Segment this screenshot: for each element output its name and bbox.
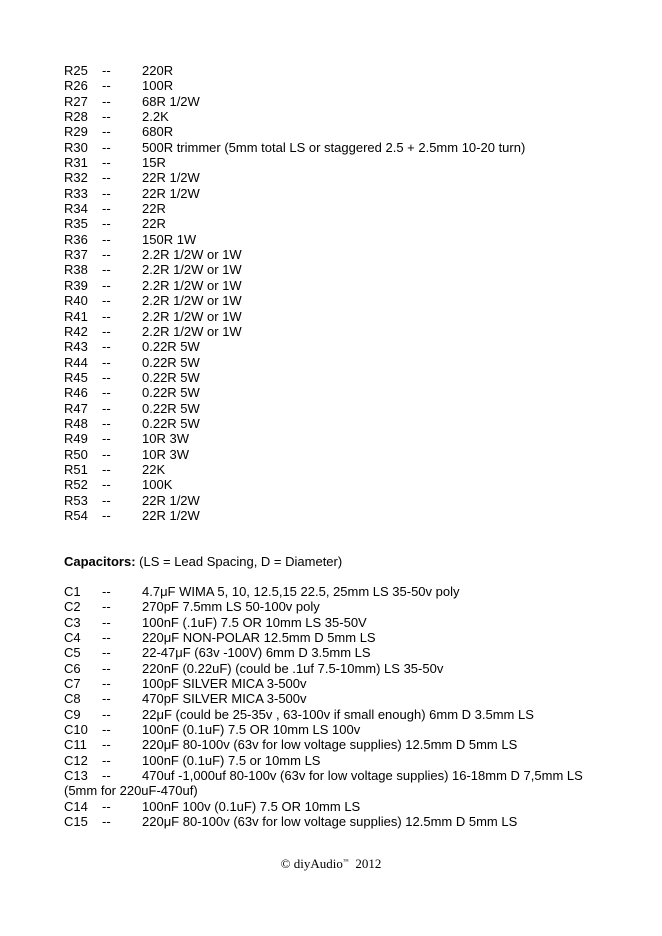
part-value: 100nF (0.1uF) 7.5 OR 10mm LS 100v — [142, 722, 361, 738]
resistor-row — [64, 324, 525, 339]
resistor-row — [64, 262, 525, 277]
part-value: 150R 1W — [142, 231, 197, 247]
resistor-row — [64, 216, 525, 231]
resistor-row — [64, 155, 525, 170]
capacitor-row-continuation: (5mm for 220uF-470uf) — [64, 783, 198, 799]
part-value: 220μF 80-100v (63v for low voltage supplies) 12.5mm D 5mm LS — [142, 737, 518, 753]
separator: -- — [102, 691, 111, 707]
part-ref: C1 — [64, 584, 81, 599]
separator: -- — [102, 185, 111, 201]
part-ref: C11 — [64, 737, 87, 753]
resistor-row — [64, 416, 525, 431]
capacitor-row — [64, 630, 583, 645]
part-value: 0.22R 5W — [142, 369, 200, 385]
part-value: 68R 1/2W — [142, 93, 200, 109]
separator: -- — [102, 323, 111, 339]
separator: -- — [102, 262, 111, 278]
separator: -- — [102, 737, 111, 753]
capacitor-row — [64, 661, 583, 676]
part-value: 2.2R 1/2W or 1W — [142, 323, 242, 339]
capacitor-row — [64, 737, 583, 752]
footer-copyright: © diyAudio — [280, 856, 343, 871]
part-value: 220R — [142, 63, 174, 78]
part-value: 10R 3W — [142, 431, 189, 447]
part-ref: R28 — [64, 109, 88, 125]
resistor-row — [64, 370, 525, 385]
part-value: 4.7μF WIMA 5, 10, 12.5,15 22.5, 25mm LS 35-50v poly — [142, 584, 460, 599]
separator: -- — [102, 768, 111, 784]
part-ref: C6 — [64, 660, 81, 676]
part-value: 10R 3W — [142, 446, 189, 462]
capacitor-row — [64, 707, 583, 722]
resistor-row — [64, 447, 525, 462]
separator: -- — [102, 201, 111, 217]
separator: -- — [102, 247, 111, 263]
separator: -- — [102, 231, 111, 247]
part-ref: R48 — [64, 415, 88, 431]
part-value: 270pF 7.5mm LS 50-100v poly — [142, 599, 320, 615]
part-value: 2.2R 1/2W or 1W — [142, 308, 242, 324]
part-ref: R36 — [64, 231, 88, 247]
separator: -- — [102, 446, 111, 462]
separator: -- — [102, 599, 111, 615]
part-value: 680R — [142, 124, 174, 140]
part-ref: C12 — [64, 752, 88, 768]
capacitor-row — [64, 645, 583, 660]
separator: -- — [102, 722, 111, 738]
part-ref: R34 — [64, 201, 88, 217]
part-value: 220μF NON-POLAR 12.5mm D 5mm LS — [142, 630, 376, 646]
resistor-row — [64, 63, 525, 78]
separator: -- — [102, 415, 111, 431]
separator: -- — [102, 752, 111, 768]
part-value: 0.22R 5W — [142, 354, 200, 370]
footer-year: 2012 — [355, 856, 382, 871]
part-value: 22K — [142, 461, 166, 477]
resistor-row — [64, 355, 525, 370]
part-ref: R31 — [64, 155, 88, 171]
separator: -- — [102, 584, 111, 599]
part-ref: R50 — [64, 446, 88, 462]
part-ref: R44 — [64, 354, 88, 370]
part-value: 22μF (could be 25-35v , 63-100v if small enough) 6mm D 3.5mm LS — [142, 706, 534, 722]
part-ref: R26 — [64, 78, 88, 94]
separator: -- — [102, 109, 111, 125]
part-ref: R46 — [64, 385, 88, 401]
resistor-row — [64, 508, 525, 523]
separator: -- — [102, 216, 111, 232]
separator: -- — [102, 354, 111, 370]
part-value: 0.22R 5W — [142, 400, 200, 416]
part-value: 220nF (0.22uF) (could be .1uf 7.5-10mm) LS 35-50v — [142, 660, 444, 676]
part-ref: R25 — [64, 63, 88, 78]
capacitor-row — [64, 615, 583, 630]
part-ref: C2 — [64, 599, 81, 615]
part-ref: C13 — [64, 768, 88, 784]
part-ref: R49 — [64, 431, 88, 447]
part-ref: R51 — [64, 461, 88, 477]
part-value: 100R — [142, 78, 174, 94]
part-value: 0.22R 5W — [142, 339, 200, 355]
part-value: 22R — [142, 201, 166, 217]
part-ref: R45 — [64, 369, 88, 385]
part-value: 100K — [142, 477, 173, 493]
part-value: 15R — [142, 155, 166, 171]
part-value: 22R — [142, 216, 166, 232]
resistor-row — [64, 385, 525, 400]
resistor-row — [64, 170, 525, 185]
part-value: 100nF 100v (0.1uF) 7.5 OR 10mm LS — [142, 798, 361, 814]
resistor-row — [64, 278, 525, 293]
part-ref: R41 — [64, 308, 88, 324]
resistor-row — [64, 431, 525, 446]
part-ref: R40 — [64, 293, 88, 309]
resistor-row — [64, 186, 525, 201]
part-value: 470pF SILVER MICA 3-500v — [142, 691, 307, 707]
part-ref: R29 — [64, 124, 88, 140]
part-ref: R52 — [64, 477, 88, 493]
separator: -- — [102, 63, 111, 78]
part-value: 500R trimmer (5mm total LS or staggered 2.5 + 2.5mm 10-20 turn) — [142, 139, 526, 155]
part-ref: C14 — [64, 798, 88, 814]
part-ref: R35 — [64, 216, 88, 232]
separator: -- — [102, 93, 111, 109]
separator: -- — [102, 400, 111, 416]
capacitor-row — [64, 799, 583, 814]
part-ref: C8 — [64, 691, 81, 707]
part-ref: R37 — [64, 247, 88, 263]
part-ref: C15 — [64, 814, 88, 830]
separator: -- — [102, 461, 111, 477]
part-ref: R53 — [64, 492, 88, 508]
capacitor-row — [64, 691, 583, 706]
separator: -- — [102, 492, 111, 508]
part-ref: R47 — [64, 400, 88, 416]
separator: -- — [102, 277, 111, 293]
separator: -- — [102, 507, 111, 523]
capacitors-heading — [64, 554, 342, 570]
part-value: 22-47μF (63v -100V) 6mm D 3.5mm LS — [142, 645, 371, 661]
part-ref: R27 — [64, 93, 88, 109]
part-value: 100nF (.1uF) 7.5 OR 10mm LS 35-50V — [142, 614, 367, 630]
part-value: 22R 1/2W — [142, 170, 200, 186]
part-value: 22R 1/2W — [142, 492, 200, 508]
separator: -- — [102, 78, 111, 94]
part-ref: C9 — [64, 706, 81, 722]
part-ref: C7 — [64, 676, 81, 692]
separator: -- — [102, 477, 111, 493]
capacitor-row — [64, 599, 583, 614]
part-value: 0.22R 5W — [142, 415, 200, 431]
separator: -- — [102, 339, 111, 355]
capacitors-heading-label: Capacitors: — [64, 554, 136, 569]
resistor-row — [64, 462, 525, 477]
separator: -- — [102, 155, 111, 171]
part-value: 22R 1/2W — [142, 507, 200, 523]
page-footer — [0, 856, 662, 872]
resistor-row — [64, 78, 525, 93]
part-ref: R54 — [64, 507, 88, 523]
capacitor-row — [64, 722, 583, 737]
part-value: 470uf -1,000uf 80-100v (63v for low voltage supplies) 16-18mm D 7,5mm LS — [142, 768, 583, 784]
separator: -- — [102, 431, 111, 447]
separator: -- — [102, 798, 111, 814]
separator: -- — [102, 170, 111, 186]
separator: -- — [102, 814, 111, 830]
separator: -- — [102, 676, 111, 692]
part-value: 100pF SILVER MICA 3-500v — [142, 676, 307, 692]
resistor-row — [64, 339, 525, 354]
part-value: 2.2R 1/2W or 1W — [142, 293, 242, 309]
resistor-row — [64, 201, 525, 216]
resistor-row — [64, 309, 525, 324]
separator: -- — [102, 139, 111, 155]
resistor-row — [64, 401, 525, 416]
part-value: 2.2K — [142, 109, 169, 125]
part-ref: C10 — [64, 722, 88, 738]
part-ref: R32 — [64, 170, 88, 186]
part-ref: R38 — [64, 262, 88, 278]
part-ref: R42 — [64, 323, 88, 339]
capacitor-row — [64, 768, 583, 783]
part-value: 2.2R 1/2W or 1W — [142, 277, 242, 293]
resistor-row — [64, 293, 525, 308]
part-value: 0.22R 5W — [142, 385, 200, 401]
part-value: 2.2R 1/2W or 1W — [142, 247, 242, 263]
capacitor-row — [64, 676, 583, 691]
separator: -- — [102, 660, 111, 676]
capacitor-list — [64, 584, 583, 830]
resistor-row — [64, 124, 525, 139]
part-ref: R39 — [64, 277, 88, 293]
part-ref: R43 — [64, 339, 88, 355]
resistor-row — [64, 94, 525, 109]
resistor-list — [64, 63, 525, 523]
separator: -- — [102, 124, 111, 140]
part-value: 2.2R 1/2W or 1W — [142, 262, 242, 278]
part-ref: C4 — [64, 630, 81, 646]
resistor-row — [64, 232, 525, 247]
capacitor-row — [64, 753, 583, 768]
resistor-row — [64, 493, 525, 508]
resistor-row — [64, 247, 525, 262]
separator: -- — [102, 614, 111, 630]
capacitor-row — [64, 584, 583, 599]
part-ref: R30 — [64, 139, 88, 155]
part-value: 100nF (0.1uF) 7.5 or 10mm LS — [142, 752, 321, 768]
resistor-row — [64, 477, 525, 492]
part-ref: R33 — [64, 185, 88, 201]
part-value: 22R 1/2W — [142, 185, 200, 201]
separator: -- — [102, 630, 111, 646]
separator: -- — [102, 293, 111, 309]
separator: -- — [102, 308, 111, 324]
resistor-row — [64, 109, 525, 124]
capacitors-heading-note: (LS = Lead Spacing, D = Diameter) — [135, 554, 343, 569]
separator: -- — [102, 385, 111, 401]
resistor-row — [64, 140, 525, 155]
part-ref: C3 — [64, 614, 81, 630]
separator: -- — [102, 645, 111, 661]
footer-trademark: ™ — [342, 859, 349, 865]
separator: -- — [102, 369, 111, 385]
part-ref: C5 — [64, 645, 81, 661]
capacitor-row — [64, 814, 583, 829]
separator: -- — [102, 706, 111, 722]
part-value: 220μF 80-100v (63v for low voltage supplies) 12.5mm D 5mm LS — [142, 814, 518, 830]
